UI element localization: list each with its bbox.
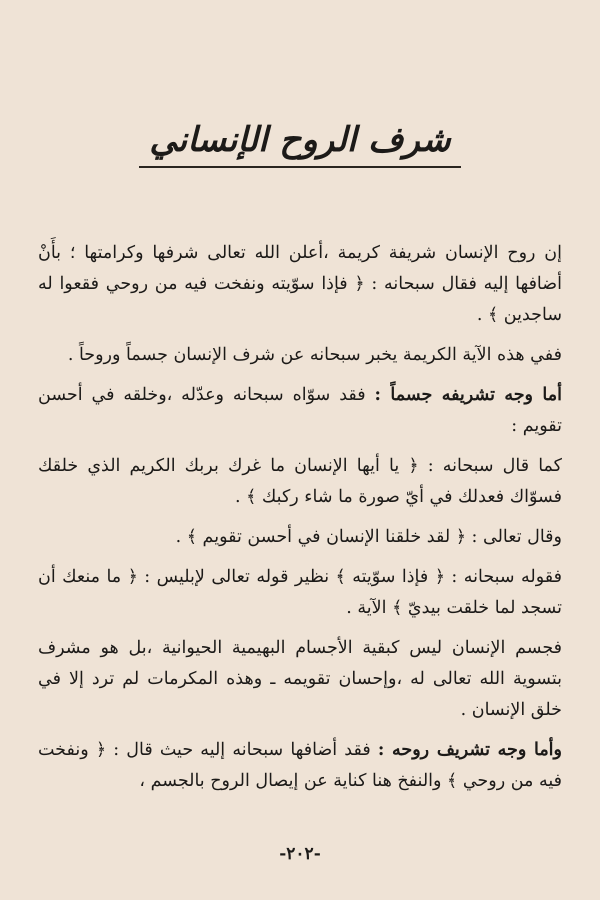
paragraph-text: إن روح الإنسان شريفة كريمة ،أعلن الله تعالى شرفها وكرامتها ؛ بأَنْ أضافها إليه فقال سبحانه : ﴿ فإذا سوّيته ونفخت فيه من روحي فقعوا له ساجدين ﴾ . [38, 243, 562, 325]
paragraph-lead: أما وجه تشريفه جسماً : [374, 385, 562, 405]
paragraph-text: وقال تعالى : ﴿ لقد خلقنا الإنسان في أحسن تقويم ﴾ . [175, 527, 562, 547]
paragraph [38, 633, 562, 726]
paragraph [38, 451, 562, 513]
paragraph [38, 522, 562, 553]
title-block [0, 120, 600, 168]
paragraph [38, 238, 562, 331]
page-number: -٢٠٢- [279, 844, 321, 864]
paragraph-lead: وأما وجه تشريف روحه : [377, 740, 562, 760]
paragraph [38, 735, 562, 797]
paragraph-text: كما قال سبحانه : ﴿ يا أيها الإنسان ما غرك بربك الكريم الذي خلقك فسوّاك فعدلك في أيّ صورة ما شاء ركبك ﴾ . [38, 456, 562, 507]
paragraph [38, 340, 562, 371]
paragraph-text: فقوله سبحانه : ﴿ فإذا سوّيته ﴾ نظير قوله تعالى لإبليس : ﴿ ما منعك أن تسجد لما خلقت بيديّ ﴾ الآية . [38, 567, 562, 618]
paragraph-text: فقد أضافها سبحانه إليه حيث قال : ﴿ ونفخت فيه من روحي ﴾ والنفخ هنا كناية عن إيصال الروح بالجسم ، [38, 740, 562, 791]
paragraph-text: فجسم الإنسان ليس كبقية الأجسام البهيمية الحيوانية ،بل هو مشرف بتسوية الله تعالى له ،وإحسان تقويمه ـ وهذه المكرمات لم ترد إلا في خلق الإنسان . [38, 638, 562, 720]
paragraph [38, 562, 562, 624]
paragraph [38, 380, 562, 442]
text-body [38, 238, 562, 806]
paragraph-text: فقد سوّاه سبحانه وعدّله ،وخلقه في أحسن تقويم : [38, 385, 562, 436]
paragraph-text: ففي هذه الآية الكريمة يخبر سبحانه عن شرف الإنسان جسماً وروحاً . [67, 345, 562, 365]
page-title: شرف الروح الإنساني [139, 120, 460, 168]
